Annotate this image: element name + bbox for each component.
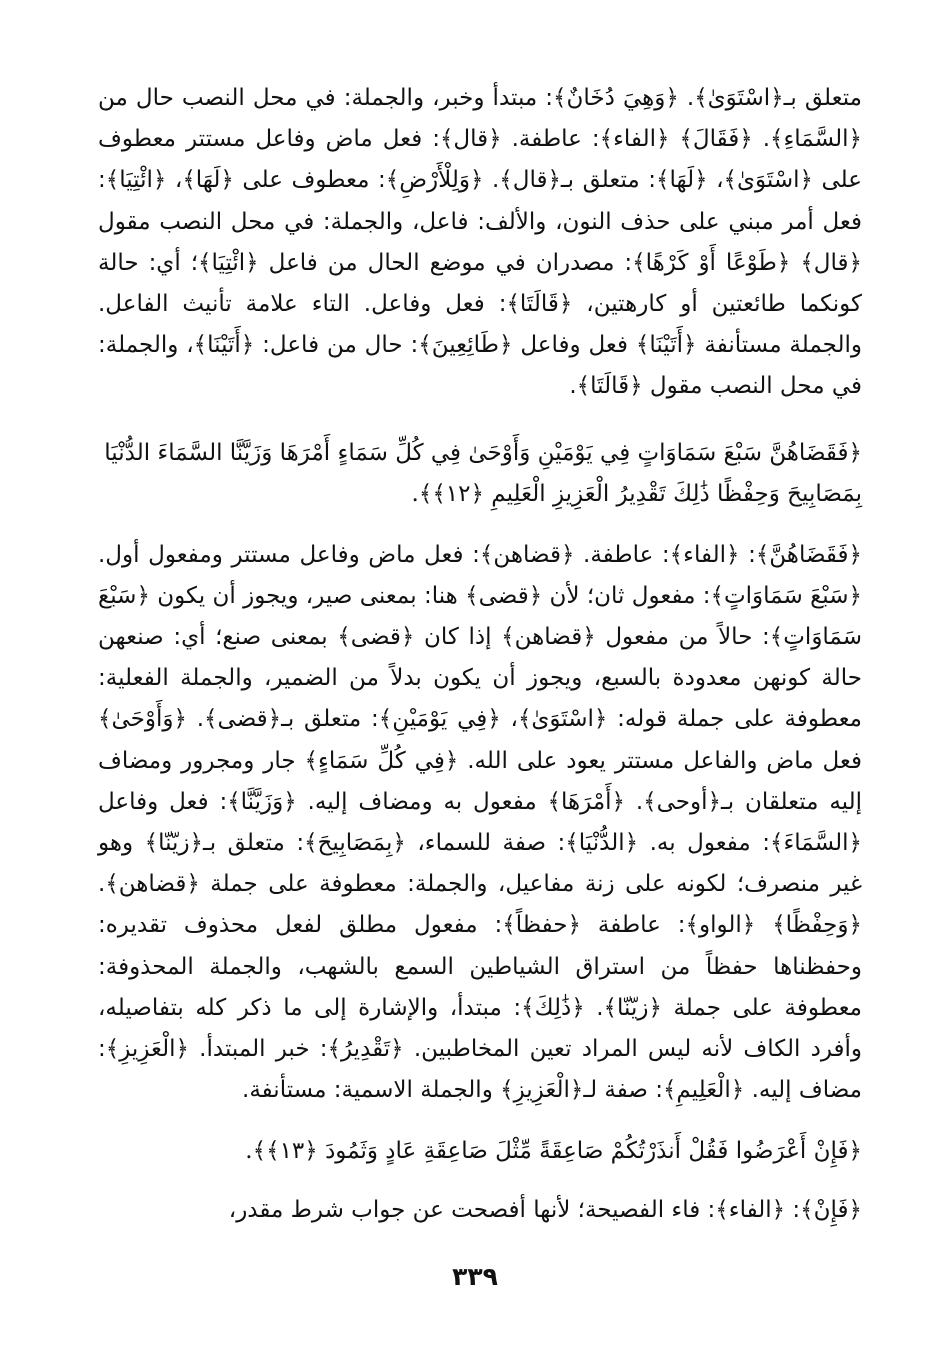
spacer <box>98 1172 862 1190</box>
spacer <box>98 515 862 535</box>
spacer <box>98 1111 862 1131</box>
spacer <box>98 408 862 433</box>
commentary-paragraph-3: ﴿فَإِنْ﴾: ﴿الفاء﴾: فاء الفصيحة؛ لأنها أفصحت عن جواب شرط مقدر، <box>228 1197 862 1224</box>
commentary-paragraph-2: ﴿فَقَضَاهُنَّ﴾: ﴿الفاء﴾: عاطفة. ﴿قضاهن﴾: فعل ماض وفاعل مستتر ومفعول أول. ﴿سَبْعَ سَمَاوَاتٍ﴾: مفعول ثان؛ لأن ﴿قضى﴾ هنا: بمعنى صير، ويجوز أن يكون ﴿سَبْعَ سَمَاوَاتٍ﴾: حالاً من مفعول ﴿قضاهن﴾ إذا كان ﴿قضى﴾ بمعنى صنع؛ أي: صنعهن حالة كونهن معدودة بالسبع، ويجوز أن يكون بدلاً من الضمير، والجملة الفعلية: معطوفة على جملة قوله: ﴿اسْتَوَىٰ﴾، ﴿فِي يَوْمَيْنِ﴾: متعلق بـ﴿قضى﴾. ﴿وَأَوْحَىٰ﴾ فعل ماض والفاعل مستتر يعود على الله. ﴿فِي كُلِّ سَمَاءٍ﴾ جار ومجرور ومضاف إليه متعلقان بـ﴿أوحى﴾. ﴿أَمْرَهَا﴾ مفعول به ومضاف إليه. ﴿وَزَيَّنَّا﴾: فعل وفاعل ﴿السَّمَاءَ﴾: مفعول به. ﴿الدُّنْيَا﴾: صفة للسماء، ﴿بِمَصَابِيحَ﴾: متعلق بـ﴿زيّنّا﴾ وهو غير منصرف؛ لكونه على زنة مفاعيل، والجملة: معطوفة على جملة ﴿قضاهن﴾. ﴿وَحِفْظًا﴾ ﴿الواو﴾: عاطفة ﴿حفظاً﴾: مفعول مطلق لفعل محذوف تقديره: وحفظناها حفظاً من استراق الشياطين السمع بالشهب، والجملة المحذوفة: معطوفة على جملة ﴿زيّنّا﴾. ﴿ذَٰلِكَ﴾: مبتدأ، والإشارة إلى ما ذكر كله بتفاصيله، وأفرد الكاف لأنه ليس المراد تعين المخاطبين. ﴿تَقْدِيرُ﴾: خبر المبتدأ. ﴿الْعَزِيزِ﴾: مضاف إليه. ﴿الْعَلِيمِ﴾: صفة لـ﴿الْعَزِيزِ﴾ والجملة الاسمية: مستأنفة. <box>98 541 862 1104</box>
page-body <box>98 78 862 1232</box>
quran-verse-12: ﴿فَقَضَاهُنَّ سَبْعَ سَمَاوَاتٍ فِي يَوْمَيْنِ وَأَوْحَىٰ فِي كُلِّ سَمَاءٍ أَمْرَهَا وَزَيَّنَّا السَّمَاءَ الدُّنْيَا بِمَصَابِيحَ وَحِفْظًا ذَٰلِكَ تَقْدِيرُ الْعَزِيزِ الْعَلِيمِ ﴿١٢﴾﴾. <box>104 439 862 507</box>
quran-verse-13: ﴿فَإِنْ أَعْرَضُوا فَقُلْ أَنذَرْتُكُمْ صَاعِقَةً مِّثْلَ صَاعِقَةِ عَادٍ وَثَمُودَ ﴿١٣﴾﴾. <box>245 1138 862 1165</box>
commentary-paragraph-1: متعلق بـ﴿اسْتَوَىٰ﴾. ﴿وَهِيَ دُخَانٌ﴾: مبتدأ وخبر، والجملة: في محل النصب حال من ﴿السَّمَاءِ﴾. ﴿فَقَالَ﴾ ﴿الفاء﴾: عاطفة. ﴿قال﴾: فعل ماض وفاعل مستتر معطوف على ﴿اسْتَوَىٰ﴾، ﴿لَهَا﴾: متعلق بـ﴿قال﴾. ﴿وَلِلْأَرْضِ﴾: معطوف على ﴿لَهَا﴾، ﴿ائْتِيَا﴾: فعل أمر مبني على حذف النون، والألف: فاعل، والجملة: في محل النصب مقول ﴿قال﴾ ﴿طَوْعًا أَوْ كَرْهًا﴾: مصدران في موضع الحال من فاعل ﴿ائْتِيَا﴾؛ أي: حالة كونكما طائعتين أو كارهتين، ﴿قَالَتَا﴾: فعل وفاعل. التاء علامة تأنيث الفاعل. والجملة مستأنفة ﴿أَتَيْنَا﴾ فعل وفاعل ﴿طَائِعِينَ﴾: حال من فاعل: ﴿أَتَيْنَا﴾، والجملة: في محل النصب مقول ﴿قَالَتَا﴾. <box>98 85 862 400</box>
page-number: ٣٣٩ <box>452 1262 498 1291</box>
